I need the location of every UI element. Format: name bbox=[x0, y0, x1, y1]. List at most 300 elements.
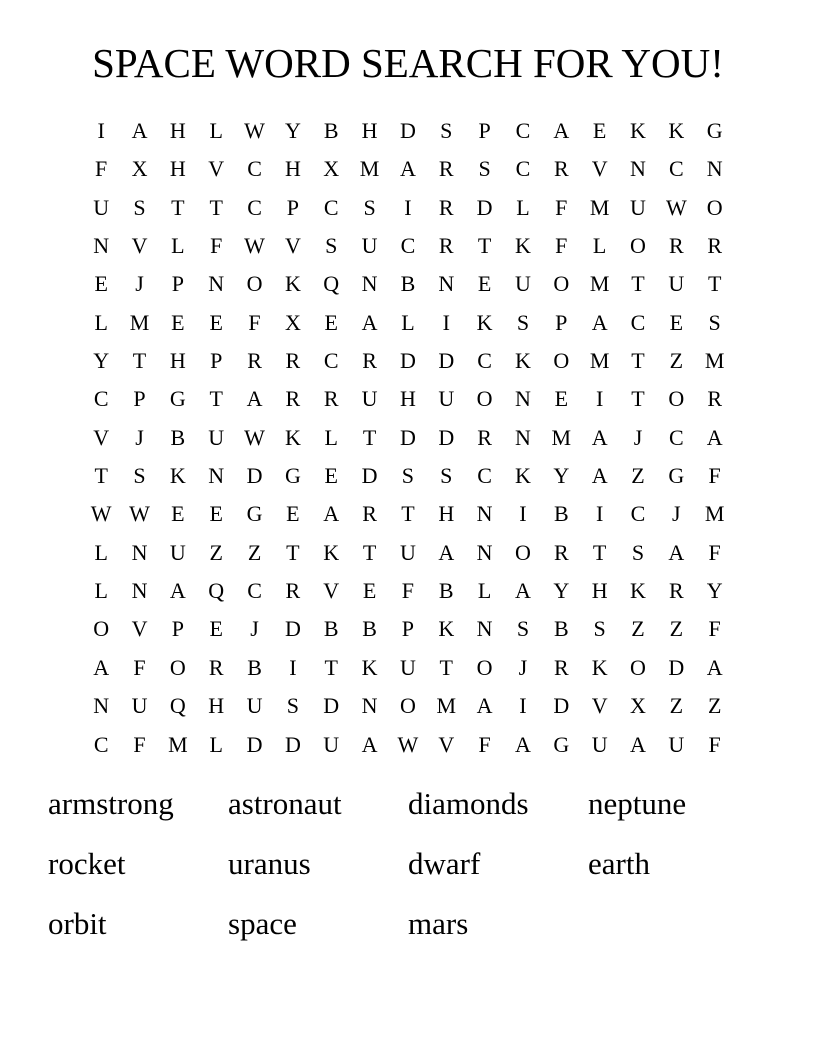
grid-letter[interactable]: A bbox=[553, 118, 570, 143]
grid-letter[interactable]: A bbox=[515, 578, 531, 604]
grid-letter[interactable]: E bbox=[209, 309, 223, 335]
grid-letter[interactable]: M bbox=[436, 693, 457, 719]
grid-letter[interactable]: O bbox=[668, 386, 685, 412]
grid-letter[interactable]: M bbox=[168, 731, 188, 757]
word-list-item: space bbox=[228, 906, 297, 941]
grid-letter[interactable]: U bbox=[361, 233, 378, 259]
grid-letter[interactable]: U bbox=[399, 654, 416, 680]
grid-letter[interactable]: R bbox=[362, 348, 377, 374]
grid-letter[interactable]: A bbox=[630, 731, 646, 757]
grid-letter[interactable]: L bbox=[94, 309, 108, 335]
grid-letter[interactable]: U bbox=[208, 424, 225, 450]
grid-letter[interactable]: S bbox=[440, 463, 453, 489]
grid-letter[interactable]: M bbox=[129, 309, 150, 335]
grid-letter[interactable]: M bbox=[589, 348, 610, 374]
grid-letter[interactable]: D bbox=[438, 424, 455, 450]
grid-letter[interactable]: S bbox=[133, 463, 146, 489]
grid-letter[interactable]: K bbox=[515, 463, 531, 489]
grid-letter[interactable]: D bbox=[246, 463, 263, 489]
grid-letter[interactable]: M bbox=[704, 501, 725, 527]
grid-letter[interactable]: N bbox=[131, 539, 148, 565]
grid-letter[interactable]: A bbox=[706, 424, 723, 450]
grid-letter[interactable]: G bbox=[169, 386, 186, 412]
grid-letter[interactable]: T bbox=[171, 194, 185, 220]
grid-letter[interactable]: A bbox=[476, 693, 493, 719]
grid-letter[interactable]: W bbox=[244, 118, 265, 143]
grid-letter[interactable]: V bbox=[131, 233, 148, 259]
grid-letter[interactable]: K bbox=[284, 424, 301, 450]
grid-letter[interactable]: R bbox=[553, 156, 569, 182]
grid-letter[interactable]: C bbox=[477, 463, 492, 489]
grid-letter[interactable]: U bbox=[630, 194, 646, 220]
grid-letter[interactable]: T bbox=[324, 654, 338, 680]
grid-letter[interactable]: V bbox=[591, 156, 608, 182]
grid-letter[interactable]: T bbox=[286, 539, 300, 565]
grid-letter[interactable]: O bbox=[553, 348, 570, 374]
grid-letter[interactable]: W bbox=[244, 424, 265, 450]
grid-letter[interactable]: N bbox=[515, 386, 531, 412]
grid-letter[interactable]: D bbox=[668, 654, 685, 680]
grid-letter[interactable]: E bbox=[171, 309, 185, 335]
grid-letter[interactable]: A bbox=[591, 309, 608, 335]
grid-letter[interactable]: F bbox=[401, 578, 415, 604]
grid-letter[interactable]: T bbox=[592, 539, 607, 565]
grid-letter[interactable]: R bbox=[438, 233, 454, 259]
grid-letter[interactable]: K bbox=[591, 654, 608, 680]
grid-letter[interactable]: N bbox=[630, 156, 646, 182]
grid-letter[interactable]: N bbox=[476, 539, 493, 565]
grid-letter[interactable]: G bbox=[246, 501, 263, 527]
page-title: SPACE WORD SEARCH FOR YOU! bbox=[92, 40, 724, 86]
grid-letter[interactable]: L bbox=[401, 309, 415, 335]
grid-letter[interactable]: F bbox=[708, 539, 721, 565]
grid-letter[interactable]: V bbox=[284, 233, 301, 259]
grid-letter[interactable]: H bbox=[438, 501, 455, 527]
grid-letter[interactable]: A bbox=[169, 578, 186, 604]
grid-letter[interactable]: P bbox=[171, 271, 184, 297]
grid-letter[interactable]: R bbox=[208, 654, 224, 680]
grid-letter[interactable]: F bbox=[133, 731, 146, 757]
grid-letter[interactable]: F bbox=[555, 233, 568, 259]
grid-letter[interactable]: O bbox=[93, 616, 110, 642]
grid-letter[interactable]: N bbox=[131, 578, 148, 604]
grid-letter[interactable]: G bbox=[706, 118, 723, 143]
grid-letter[interactable]: L bbox=[94, 578, 108, 604]
grid-letter[interactable]: U bbox=[591, 731, 608, 757]
grid-letter[interactable]: E bbox=[286, 501, 300, 527]
grid-letter[interactable]: Q bbox=[323, 271, 340, 297]
grid-letter[interactable]: R bbox=[438, 156, 454, 182]
grid-letter[interactable]: N bbox=[361, 693, 378, 719]
grid-letter[interactable]: E bbox=[592, 118, 607, 143]
grid-letter[interactable]: W bbox=[90, 501, 112, 527]
grid-letter[interactable]: R bbox=[438, 194, 454, 220]
grid-letter[interactable]: P bbox=[555, 309, 568, 335]
grid-letter[interactable]: E bbox=[324, 309, 338, 335]
grid-letter[interactable]: N bbox=[93, 693, 110, 719]
grid-letter[interactable]: N bbox=[438, 271, 455, 297]
grid-letter[interactable]: Q bbox=[169, 693, 186, 719]
grid-letter[interactable]: F bbox=[210, 233, 223, 259]
grid-letter[interactable]: B bbox=[400, 271, 416, 297]
grid-letter[interactable]: G bbox=[284, 463, 301, 489]
grid-letter[interactable]: C bbox=[630, 501, 646, 527]
grid-letter[interactable]: R bbox=[707, 233, 723, 259]
grid-letter[interactable]: K bbox=[476, 309, 493, 335]
grid-letter[interactable]: T bbox=[209, 386, 223, 412]
grid-letter[interactable]: A bbox=[93, 654, 110, 680]
grid-letter[interactable]: A bbox=[361, 731, 378, 757]
grid-letter[interactable]: P bbox=[478, 118, 491, 143]
grid-letter[interactable]: I bbox=[519, 501, 527, 527]
grid-letter[interactable]: T bbox=[631, 271, 645, 297]
grid-letter[interactable]: H bbox=[284, 156, 301, 182]
grid-letter[interactable]: W bbox=[129, 501, 150, 527]
grid-letter[interactable]: K bbox=[630, 578, 646, 604]
grid-letter[interactable]: S bbox=[708, 309, 721, 335]
grid-letter[interactable]: U bbox=[93, 194, 110, 220]
grid-letter[interactable]: H bbox=[208, 693, 225, 719]
grid-letter[interactable]: C bbox=[323, 348, 339, 374]
grid-letter[interactable]: U bbox=[131, 693, 148, 719]
grid-letter[interactable]: T bbox=[477, 233, 492, 259]
grid-letter[interactable]: H bbox=[361, 118, 378, 143]
grid-letter[interactable]: O bbox=[630, 654, 646, 680]
grid-letter[interactable]: K bbox=[284, 271, 301, 297]
grid-letter[interactable]: D bbox=[323, 693, 340, 719]
grid-letter[interactable]: N bbox=[361, 271, 378, 297]
grid-letter[interactable]: G bbox=[553, 731, 570, 757]
grid-letter[interactable]: T bbox=[209, 194, 223, 220]
grid-letter[interactable]: S bbox=[516, 616, 530, 642]
grid-letter[interactable]: M bbox=[589, 194, 610, 220]
word-list-item: earth bbox=[588, 846, 650, 881]
grid-letter[interactable]: I bbox=[595, 501, 604, 527]
grid-letter[interactable]: T bbox=[631, 348, 645, 374]
grid-letter[interactable]: O bbox=[169, 654, 186, 680]
word-list-item: astronaut bbox=[228, 786, 342, 821]
grid-letter[interactable]: E bbox=[324, 463, 338, 489]
grid-letter[interactable]: U bbox=[169, 539, 186, 565]
grid-letter[interactable]: K bbox=[169, 463, 186, 489]
grid-letter[interactable]: L bbox=[209, 731, 223, 757]
grid-letter[interactable]: Z bbox=[669, 693, 684, 719]
grid-letter[interactable]: A bbox=[591, 424, 608, 450]
grid-letter[interactable]: R bbox=[362, 501, 377, 527]
grid-letter[interactable]: R bbox=[707, 386, 723, 412]
grid-letter[interactable]: E bbox=[669, 309, 684, 335]
grid-letter[interactable]: J bbox=[518, 654, 528, 680]
grid-letter[interactable]: F bbox=[555, 194, 568, 220]
grid-letter[interactable]: R bbox=[323, 386, 339, 412]
grid-letter[interactable]: K bbox=[630, 118, 646, 143]
grid-letter[interactable]: V bbox=[208, 156, 225, 182]
grid-letter[interactable]: B bbox=[553, 616, 569, 642]
grid-letter[interactable]: S bbox=[478, 156, 491, 182]
grid-letter[interactable]: S bbox=[440, 118, 453, 143]
grid-letter[interactable]: A bbox=[515, 731, 531, 757]
grid-letter[interactable]: C bbox=[93, 731, 109, 757]
grid-letter[interactable]: J bbox=[135, 271, 144, 297]
grid-letter[interactable]: U bbox=[668, 271, 685, 297]
grid-letter[interactable]: B bbox=[362, 616, 377, 642]
grid-letter[interactable]: G bbox=[668, 463, 685, 489]
grid-letter[interactable]: Q bbox=[208, 578, 225, 604]
grid-letter[interactable]: E bbox=[477, 271, 492, 297]
grid-letter[interactable]: D bbox=[553, 693, 570, 719]
grid-letter[interactable]: F bbox=[133, 654, 146, 680]
grid-letter[interactable]: Y bbox=[93, 348, 110, 374]
grid-letter[interactable]: J bbox=[633, 424, 643, 450]
grid-letter[interactable]: I bbox=[442, 309, 450, 335]
grid-letter[interactable]: I bbox=[404, 194, 412, 220]
grid-letter[interactable]: I bbox=[97, 118, 105, 143]
grid-letter[interactable]: D bbox=[246, 731, 263, 757]
grid-letter[interactable]: I bbox=[289, 654, 297, 680]
grid-letter[interactable]: D bbox=[399, 424, 416, 450]
grid-letter[interactable]: C bbox=[93, 386, 109, 412]
grid-letter[interactable]: Z bbox=[247, 539, 262, 565]
grid-letter[interactable]: L bbox=[592, 233, 607, 259]
grid-letter[interactable]: J bbox=[672, 501, 681, 527]
grid-letter[interactable]: N bbox=[476, 616, 493, 642]
grid-letter[interactable]: E bbox=[362, 578, 377, 604]
grid-letter[interactable]: A bbox=[361, 309, 378, 335]
grid-letter[interactable]: F bbox=[95, 156, 108, 182]
grid-letter[interactable]: A bbox=[131, 118, 148, 143]
grid-letter[interactable]: T bbox=[94, 463, 108, 489]
grid-letter[interactable]: N bbox=[93, 233, 110, 259]
grid-letter[interactable]: C bbox=[668, 424, 684, 450]
grid-letter[interactable]: E bbox=[209, 616, 223, 642]
grid-letter[interactable]: L bbox=[171, 233, 185, 259]
grid-letter[interactable]: R bbox=[553, 539, 569, 565]
grid-letter[interactable]: B bbox=[247, 654, 262, 680]
grid-letter[interactable]: I bbox=[519, 693, 527, 719]
grid-letter[interactable]: D bbox=[361, 463, 378, 489]
grid-letter[interactable]: R bbox=[285, 348, 301, 374]
grid-letter[interactable]: A bbox=[246, 386, 263, 412]
grid-letter[interactable]: H bbox=[169, 156, 186, 182]
grid-letter[interactable]: T bbox=[439, 654, 453, 680]
grid-letter[interactable]: L bbox=[209, 118, 223, 143]
grid-letter[interactable]: K bbox=[515, 348, 531, 374]
grid-letter[interactable]: I bbox=[595, 386, 604, 412]
grid-letter[interactable]: B bbox=[323, 118, 339, 143]
grid-letter[interactable]: T bbox=[707, 271, 722, 297]
grid-letter[interactable]: O bbox=[399, 693, 416, 719]
grid-letter[interactable]: U bbox=[668, 731, 685, 757]
grid-letter[interactable]: Y bbox=[284, 118, 301, 143]
grid-letter[interactable]: N bbox=[476, 501, 493, 527]
grid-letter[interactable]: U bbox=[246, 693, 263, 719]
grid-letter[interactable]: A bbox=[438, 539, 455, 565]
grid-letter[interactable]: C bbox=[400, 233, 416, 259]
grid-letter[interactable]: E bbox=[171, 501, 185, 527]
grid-letter[interactable]: L bbox=[516, 194, 530, 220]
grid-letter[interactable]: F bbox=[708, 616, 721, 642]
grid-letter[interactable]: K bbox=[438, 616, 455, 642]
grid-letter[interactable]: A bbox=[591, 463, 608, 489]
grid-letter[interactable]: O bbox=[553, 271, 570, 297]
grid-letter[interactable]: Y bbox=[706, 578, 723, 604]
grid-letter[interactable]: T bbox=[401, 501, 415, 527]
grid-letter[interactable]: U bbox=[515, 271, 531, 297]
word-list bbox=[48, 782, 768, 962]
grid-letter[interactable]: A bbox=[706, 654, 723, 680]
grid-letter[interactable]: C bbox=[515, 118, 531, 143]
word-list-item: diamonds bbox=[408, 786, 529, 821]
grid-letter[interactable]: H bbox=[169, 348, 186, 374]
grid-letter[interactable]: K bbox=[323, 539, 340, 565]
grid-letter[interactable]: C bbox=[247, 578, 262, 604]
grid-letter[interactable]: J bbox=[135, 424, 144, 450]
grid-letter[interactable]: V bbox=[131, 616, 148, 642]
grid-letter[interactable]: R bbox=[553, 654, 569, 680]
grid-letter[interactable]: Z bbox=[669, 616, 684, 642]
grid-letter[interactable]: S bbox=[286, 693, 300, 719]
grid-letter[interactable]: W bbox=[244, 233, 265, 259]
grid-letter[interactable]: S bbox=[133, 194, 146, 220]
grid-letter[interactable]: A bbox=[399, 156, 416, 182]
grid-letter[interactable]: P bbox=[286, 194, 300, 220]
grid-letter[interactable]: P bbox=[210, 348, 223, 374]
grid-letter[interactable]: K bbox=[515, 233, 531, 259]
grid-letter[interactable]: P bbox=[171, 616, 184, 642]
grid-letter[interactable]: N bbox=[208, 271, 225, 297]
grid-letter[interactable]: J bbox=[250, 616, 259, 642]
grid-letter[interactable]: O bbox=[706, 194, 723, 220]
grid-letter[interactable]: C bbox=[247, 194, 262, 220]
grid-letter[interactable]: C bbox=[477, 348, 492, 374]
grid-letter[interactable]: N bbox=[208, 463, 225, 489]
word-list-item: uranus bbox=[228, 846, 311, 881]
grid-letter[interactable]: D bbox=[399, 348, 416, 374]
grid-letter[interactable]: Z bbox=[631, 616, 645, 642]
grid-letter[interactable]: S bbox=[325, 233, 338, 259]
grid-letter[interactable]: B bbox=[438, 578, 454, 604]
grid-letter[interactable]: K bbox=[361, 654, 378, 680]
grid-letter[interactable]: T bbox=[362, 539, 377, 565]
grid-letter[interactable]: C bbox=[323, 194, 339, 220]
grid-letter[interactable]: S bbox=[363, 194, 376, 220]
grid-letter[interactable]: N bbox=[515, 424, 531, 450]
grid-letter[interactable]: R bbox=[285, 386, 301, 412]
grid-letter[interactable]: T bbox=[132, 348, 147, 374]
grid-letter[interactable]: B bbox=[170, 424, 186, 450]
grid-letter[interactable]: C bbox=[247, 156, 262, 182]
grid-letter[interactable]: F bbox=[708, 731, 721, 757]
grid-letter[interactable]: S bbox=[516, 309, 530, 335]
grid-letter[interactable]: L bbox=[477, 578, 492, 604]
grid-letter[interactable]: D bbox=[284, 731, 301, 757]
grid-letter[interactable]: X bbox=[131, 156, 148, 182]
grid-letter[interactable]: Y bbox=[553, 578, 570, 604]
grid-letter[interactable]: U bbox=[438, 386, 455, 412]
grid-letter[interactable]: U bbox=[323, 731, 340, 757]
grid-letter[interactable]: N bbox=[706, 156, 723, 182]
grid-letter[interactable]: B bbox=[323, 616, 339, 642]
grid-letter[interactable]: H bbox=[591, 578, 608, 604]
grid-letter[interactable]: P bbox=[133, 386, 146, 412]
grid-letter[interactable]: F bbox=[478, 731, 491, 757]
grid-letter[interactable]: R bbox=[668, 578, 684, 604]
grid-letter[interactable]: R bbox=[247, 348, 262, 374]
grid-letter[interactable]: U bbox=[399, 539, 416, 565]
grid-letter[interactable]: O bbox=[476, 386, 493, 412]
grid-letter[interactable]: S bbox=[631, 539, 645, 565]
grid-letter[interactable]: T bbox=[631, 386, 645, 412]
word-list-item: rocket bbox=[48, 846, 126, 881]
grid-letter[interactable]: Z bbox=[669, 348, 684, 374]
grid-letter[interactable]: M bbox=[589, 271, 610, 297]
grid-letter[interactable]: F bbox=[248, 309, 261, 335]
grid-letter[interactable]: O bbox=[246, 271, 263, 297]
grid-letter[interactable]: D bbox=[284, 616, 301, 642]
grid-letter[interactable]: X bbox=[323, 156, 340, 182]
grid-letter[interactable]: H bbox=[399, 386, 416, 412]
grid-letter[interactable]: L bbox=[94, 539, 108, 565]
grid-letter[interactable]: C bbox=[668, 156, 684, 182]
grid-letter[interactable]: S bbox=[593, 616, 606, 642]
grid-letter[interactable]: W bbox=[665, 194, 687, 220]
grid-letter[interactable]: R bbox=[285, 578, 301, 604]
grid-letter[interactable]: L bbox=[324, 424, 338, 450]
grid-letter[interactable]: X bbox=[630, 693, 646, 719]
grid-letter[interactable]: V bbox=[93, 424, 110, 450]
word-list-item: orbit bbox=[48, 906, 107, 941]
grid-letter[interactable]: O bbox=[630, 233, 646, 259]
grid-letter[interactable]: M bbox=[551, 424, 572, 450]
grid-letter[interactable]: P bbox=[401, 616, 415, 642]
grid-letter[interactable]: V bbox=[438, 731, 455, 757]
grid-letter[interactable]: Z bbox=[707, 693, 722, 719]
grid-letter[interactable]: D bbox=[476, 194, 493, 220]
grid-letter[interactable]: O bbox=[515, 539, 531, 565]
grid-letter[interactable]: A bbox=[668, 539, 685, 565]
grid-letter[interactable]: W bbox=[397, 731, 419, 757]
grid-letter[interactable]: O bbox=[476, 654, 493, 680]
grid-letter[interactable]: U bbox=[361, 386, 378, 412]
grid-letter[interactable]: B bbox=[553, 501, 569, 527]
grid-letter[interactable]: E bbox=[209, 501, 223, 527]
grid-letter[interactable]: M bbox=[704, 348, 725, 374]
grid-letter[interactable]: M bbox=[359, 156, 380, 182]
word-list-item: dwarf bbox=[408, 846, 481, 881]
grid-letter[interactable]: Y bbox=[553, 463, 570, 489]
grid-letter[interactable]: Z bbox=[631, 463, 645, 489]
grid-letter[interactable]: V bbox=[323, 578, 340, 604]
grid-letter[interactable]: D bbox=[438, 348, 455, 374]
grid-letter[interactable]: X bbox=[284, 309, 301, 335]
grid-letter[interactable]: C bbox=[515, 156, 531, 182]
grid-letter[interactable]: K bbox=[668, 118, 685, 143]
grid-letter[interactable]: D bbox=[399, 118, 416, 143]
grid-letter[interactable]: S bbox=[401, 463, 415, 489]
grid-letter[interactable]: Z bbox=[209, 539, 223, 565]
grid-letter[interactable]: R bbox=[477, 424, 492, 450]
grid-letter[interactable]: E bbox=[554, 386, 569, 412]
grid-letter[interactable]: H bbox=[169, 118, 186, 143]
grid-letter[interactable]: R bbox=[668, 233, 684, 259]
grid-letter[interactable]: T bbox=[362, 424, 377, 450]
grid-letter[interactable]: E bbox=[94, 271, 108, 297]
grid-letter[interactable]: V bbox=[591, 693, 608, 719]
grid-letter[interactable]: C bbox=[630, 309, 646, 335]
word-list-item: mars bbox=[408, 906, 469, 941]
grid-letter[interactable]: F bbox=[708, 463, 721, 489]
grid-letter[interactable]: A bbox=[323, 501, 340, 527]
